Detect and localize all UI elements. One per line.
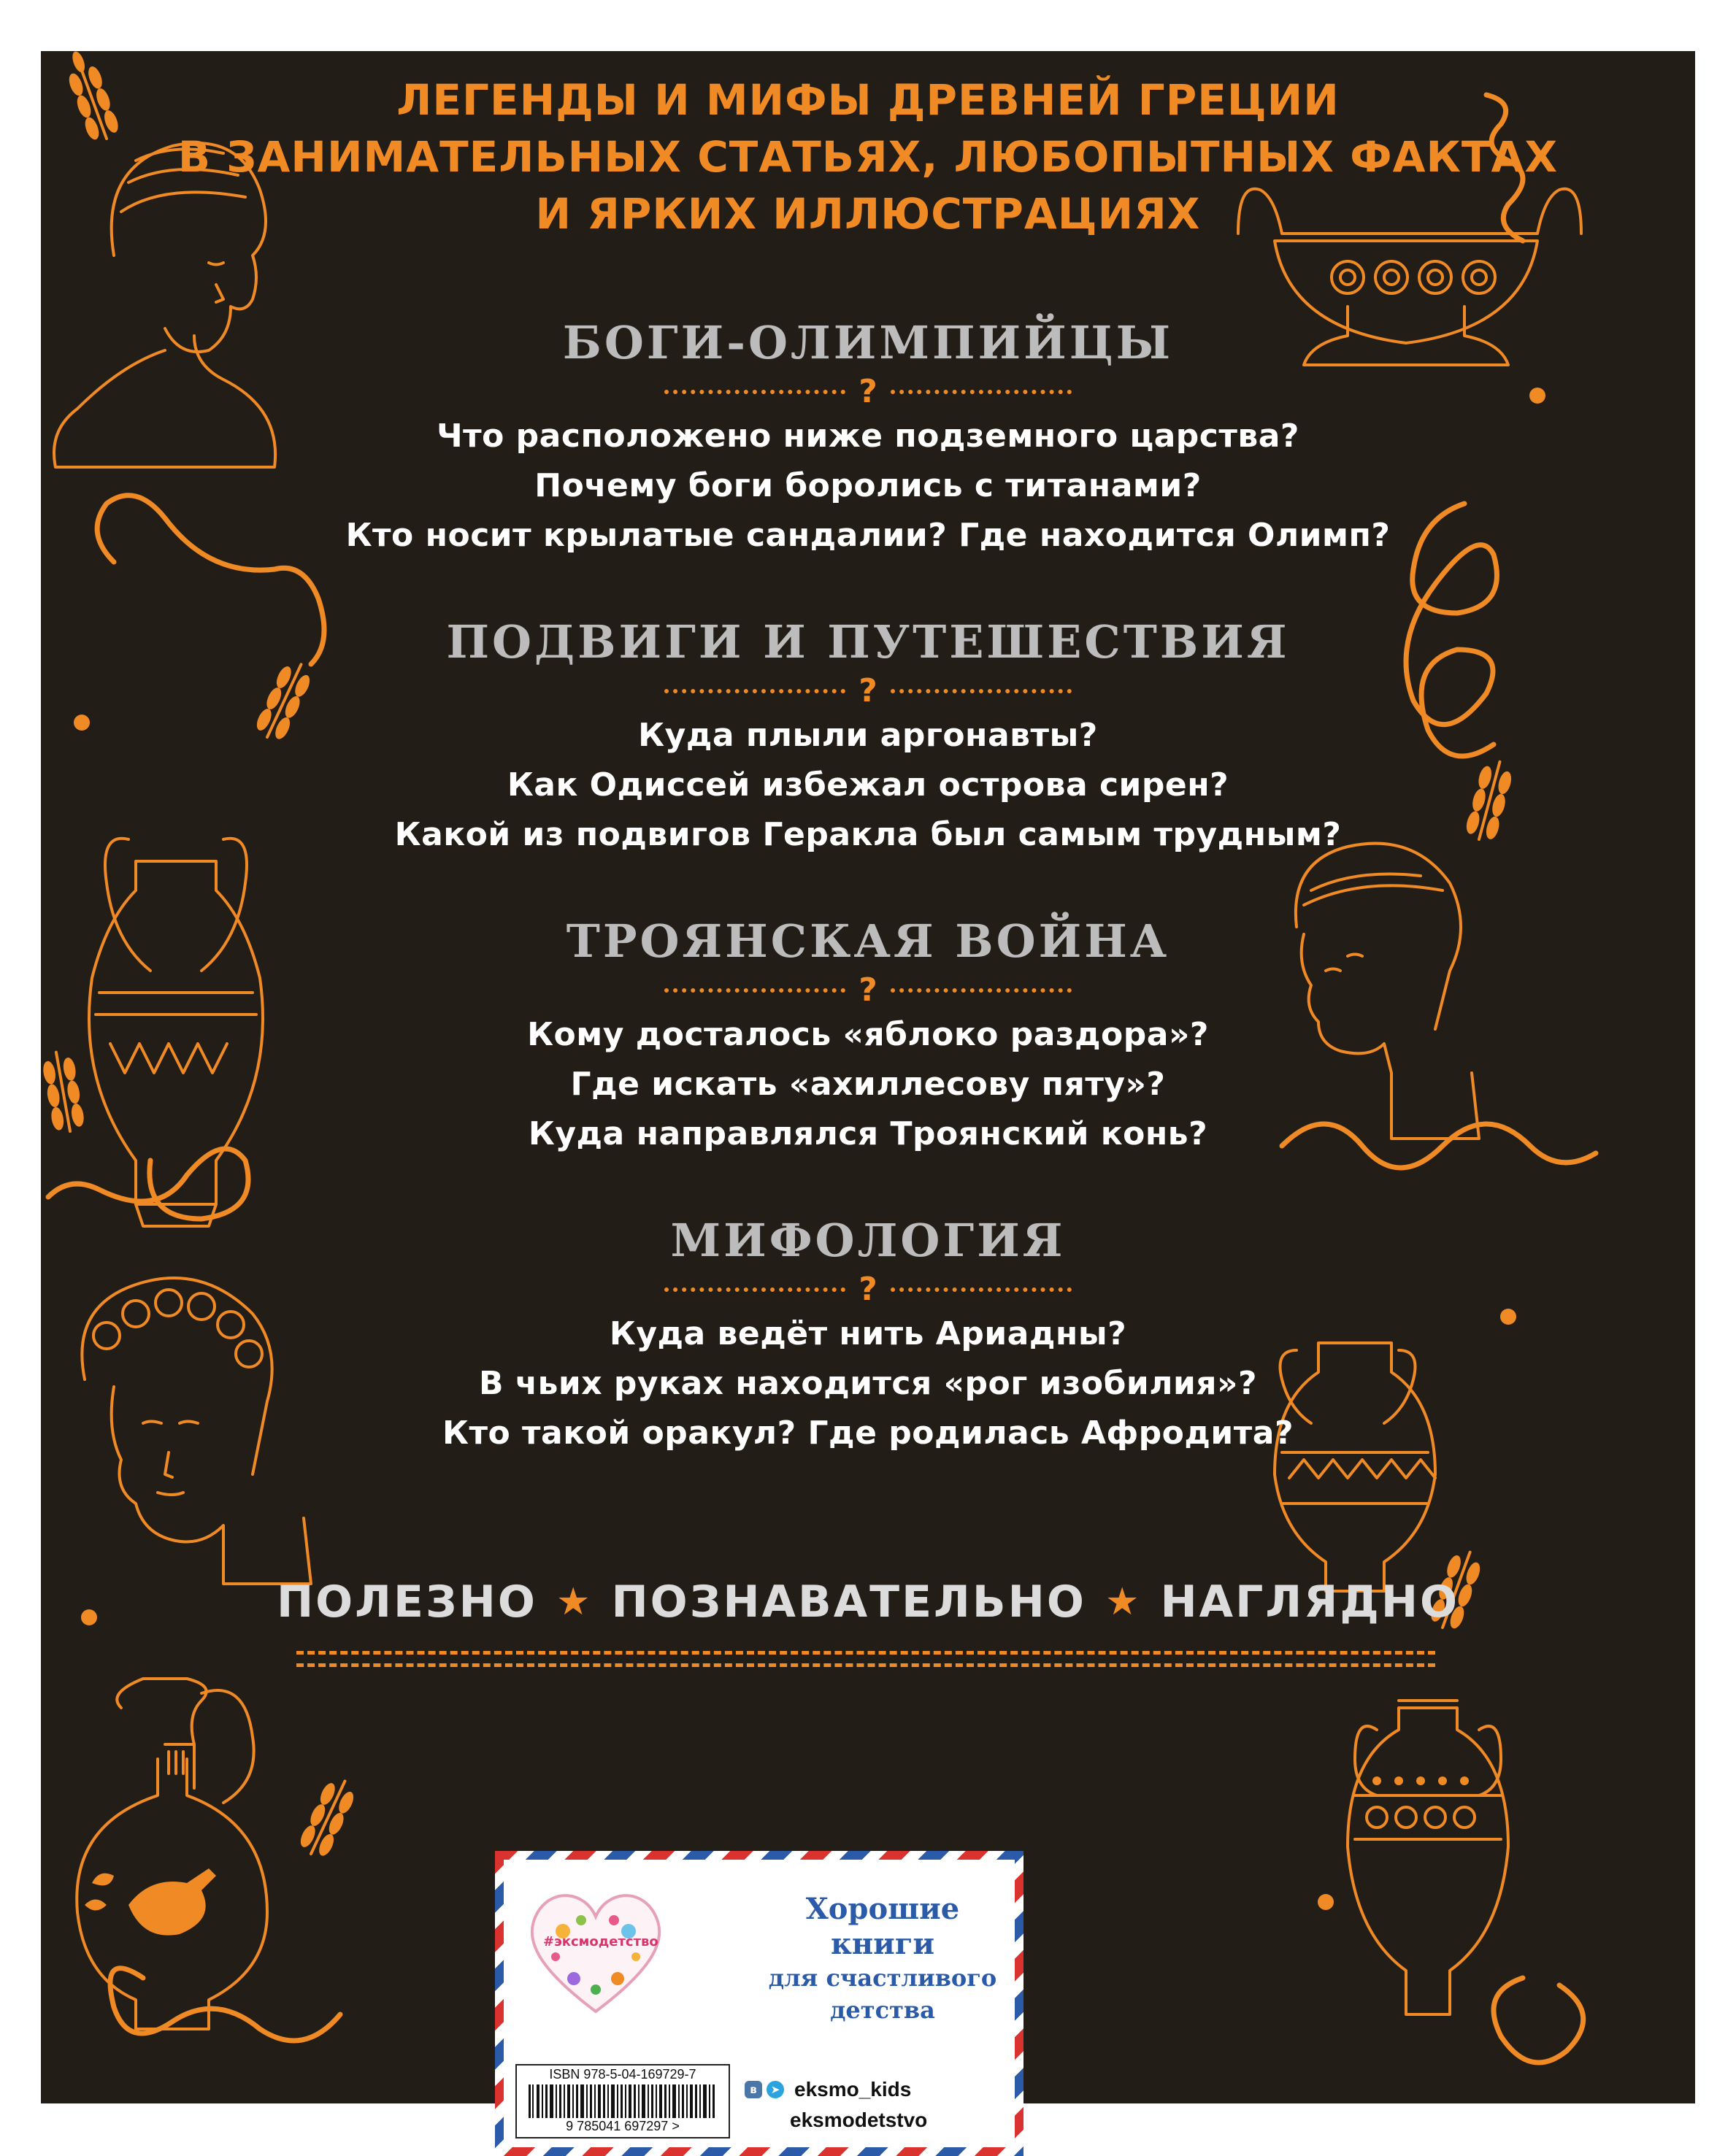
question-text: Как Одиссей избежал острова сирен? [507,766,1229,804]
question-text: Кому досталось «яблоко раздора»? [527,1016,1209,1053]
section-divider [41,671,1695,711]
double-dashed-divider [296,1651,1435,1667]
question-text: В чьих руках находится «рог изобилия»? [479,1365,1257,1402]
telegram-icon: ➤ [767,2081,784,2098]
social-handle: eksmodetstvo [790,2109,928,2131]
section-olympian-gods [41,314,1695,561]
section-title: БОГИ-ОЛИМПИЙЦЫ [562,316,1174,369]
tagline [41,72,1695,242]
star-icon: ★ [556,1580,593,1624]
publisher-card [495,1851,1023,2156]
benefits-strip [41,1576,1695,1628]
section-divider [41,372,1695,412]
star-icon: ★ [1105,1580,1142,1624]
question-text: Кто носит крылатые сандалии? Где находится Олимп? [345,517,1391,554]
publisher-card-inner [504,1860,1015,2147]
social-links [745,2074,993,2136]
swirl-icon [1494,1978,1583,2063]
question-text: Кто такой оракул? Где родилась Афродита? [442,1414,1294,1452]
tagline-line: ЛЕГЕНДЫ И МИФЫ ДРЕВНЕЙ ГРЕЦИИ [396,75,1340,125]
question-text: Что расположено ниже подземного царства? [437,417,1299,455]
hashtag-label: #эксмодетство [543,1934,658,1949]
barcode-number: 9 785041 697297 > [566,2119,680,2133]
benefit-label: ПОЛЕЗНО [276,1576,537,1628]
dot-icon [1318,1894,1334,1910]
benefit-label: НАГЛЯДНО [1160,1576,1460,1628]
question-text: Куда плыли аргонавты? [638,717,1098,754]
book-back-cover [41,51,1695,2133]
barcode-icon [526,2084,720,2118]
publisher-slogan [755,1892,1010,2026]
social-row [745,2074,993,2105]
question-mark-icon: ? [859,672,877,709]
slogan-line: для счастливого [768,1964,997,1992]
question-text: Какой из подвигов Геракла был самым трудным? [394,816,1342,853]
slogan-line: детства [830,1996,935,2024]
section-title: ТРОЯНСКАЯ ВОЙНА [566,915,1170,968]
question-text: Куда направлялся Троянский конь? [528,1115,1208,1152]
question-text: Почему боги боролись с титанами? [534,467,1202,504]
slogan-line: Хорошие [805,1892,960,1926]
section-feats-and-travels [41,613,1695,860]
section-trojan-war [41,912,1695,1159]
section-title: ПОДВИГИ И ПУТЕШЕСТВИЯ [446,615,1290,669]
barcode-box [515,2064,730,2138]
question-mark-icon: ? [859,971,877,1009]
question-mark-icon: ? [859,1271,877,1308]
wheat-icon [296,1774,359,1860]
social-handle: eksmo_kids [794,2078,912,2101]
question-mark-icon: ? [859,373,877,410]
section-divider [41,971,1695,1010]
heart-logo-icon [523,1887,669,2019]
tagline-line: И ЯРКИХ ИЛЛЮСТРАЦИЯХ [535,189,1201,239]
question-text: Где искать «ахиллесову пяту»? [570,1066,1166,1103]
vk-icon: в [745,2081,762,2098]
isbn-label: ISBN 978-5-04-169729-7 [549,2067,696,2082]
tagline-line: В ЗАНИМАТЕЛЬНЫХ СТАТЬЯХ, ЛЮБОПЫТНЫХ ФАКТАХ [177,132,1559,182]
benefit-label: ПОЗНАВАТЕЛЬНО [611,1576,1086,1628]
vase-icon [1348,1701,1508,2014]
vase-icon [77,1679,267,2029]
question-text: Куда ведёт нить Ариадны? [609,1315,1127,1352]
slogan-line: книги [830,1927,934,1961]
section-title: МИФОЛОГИЯ [670,1214,1066,1267]
section-mythology [41,1212,1695,1458]
social-row [745,2105,993,2136]
section-divider [41,1270,1695,1309]
